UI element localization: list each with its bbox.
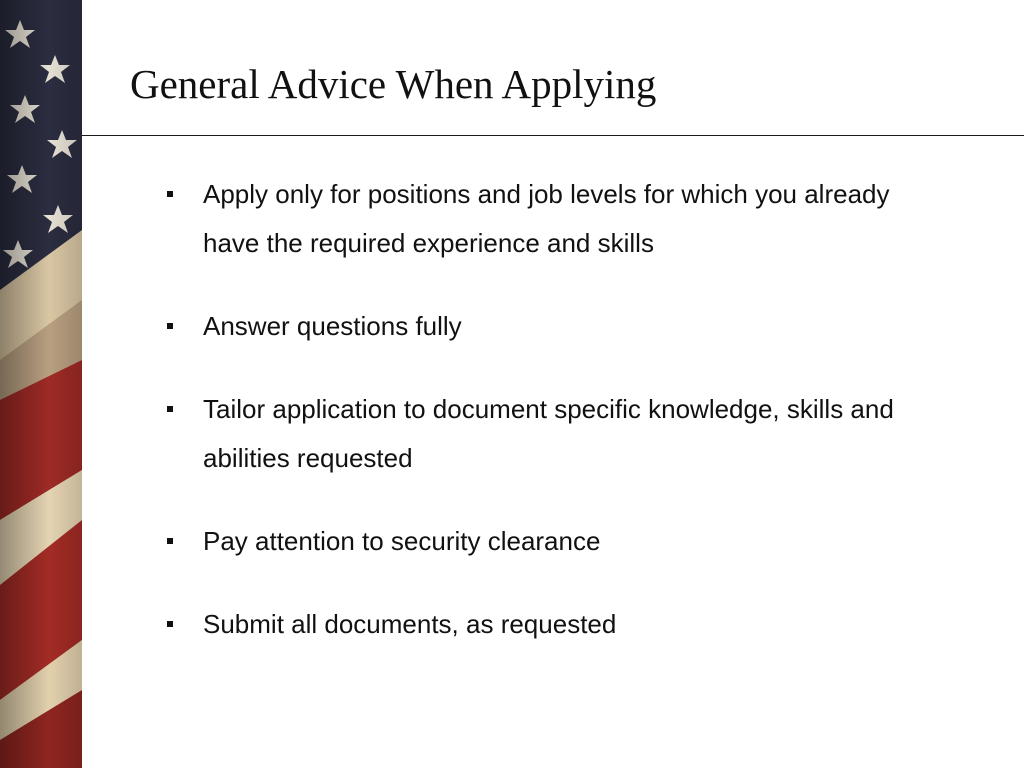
bullet-item — [164, 302, 964, 351]
bullet-text: Tailor application to document specific knowledge, skills and abilities requested — [203, 394, 894, 473]
bullet-list — [164, 170, 964, 683]
bullet-text: Submit all documents, as requested — [203, 609, 617, 639]
bullet-text: Apply only for positions and job levels for which you already have the required experience and skills — [203, 179, 890, 258]
bullet-item — [164, 385, 964, 483]
bullet-item — [164, 517, 964, 566]
american-flag-image — [0, 0, 82, 768]
bullet-item — [164, 600, 964, 649]
title-divider — [82, 135, 1024, 136]
square-bullet-icon — [167, 323, 173, 329]
square-bullet-icon — [167, 538, 173, 544]
square-bullet-icon — [167, 191, 173, 197]
bullet-text: Answer questions fully — [203, 311, 462, 341]
bullet-item — [164, 170, 964, 268]
slide-title: General Advice When Applying — [130, 61, 657, 107]
bullet-text: Pay attention to security clearance — [203, 526, 601, 556]
square-bullet-icon — [167, 621, 173, 627]
square-bullet-icon — [167, 406, 173, 412]
flag-graphic — [0, 0, 82, 768]
